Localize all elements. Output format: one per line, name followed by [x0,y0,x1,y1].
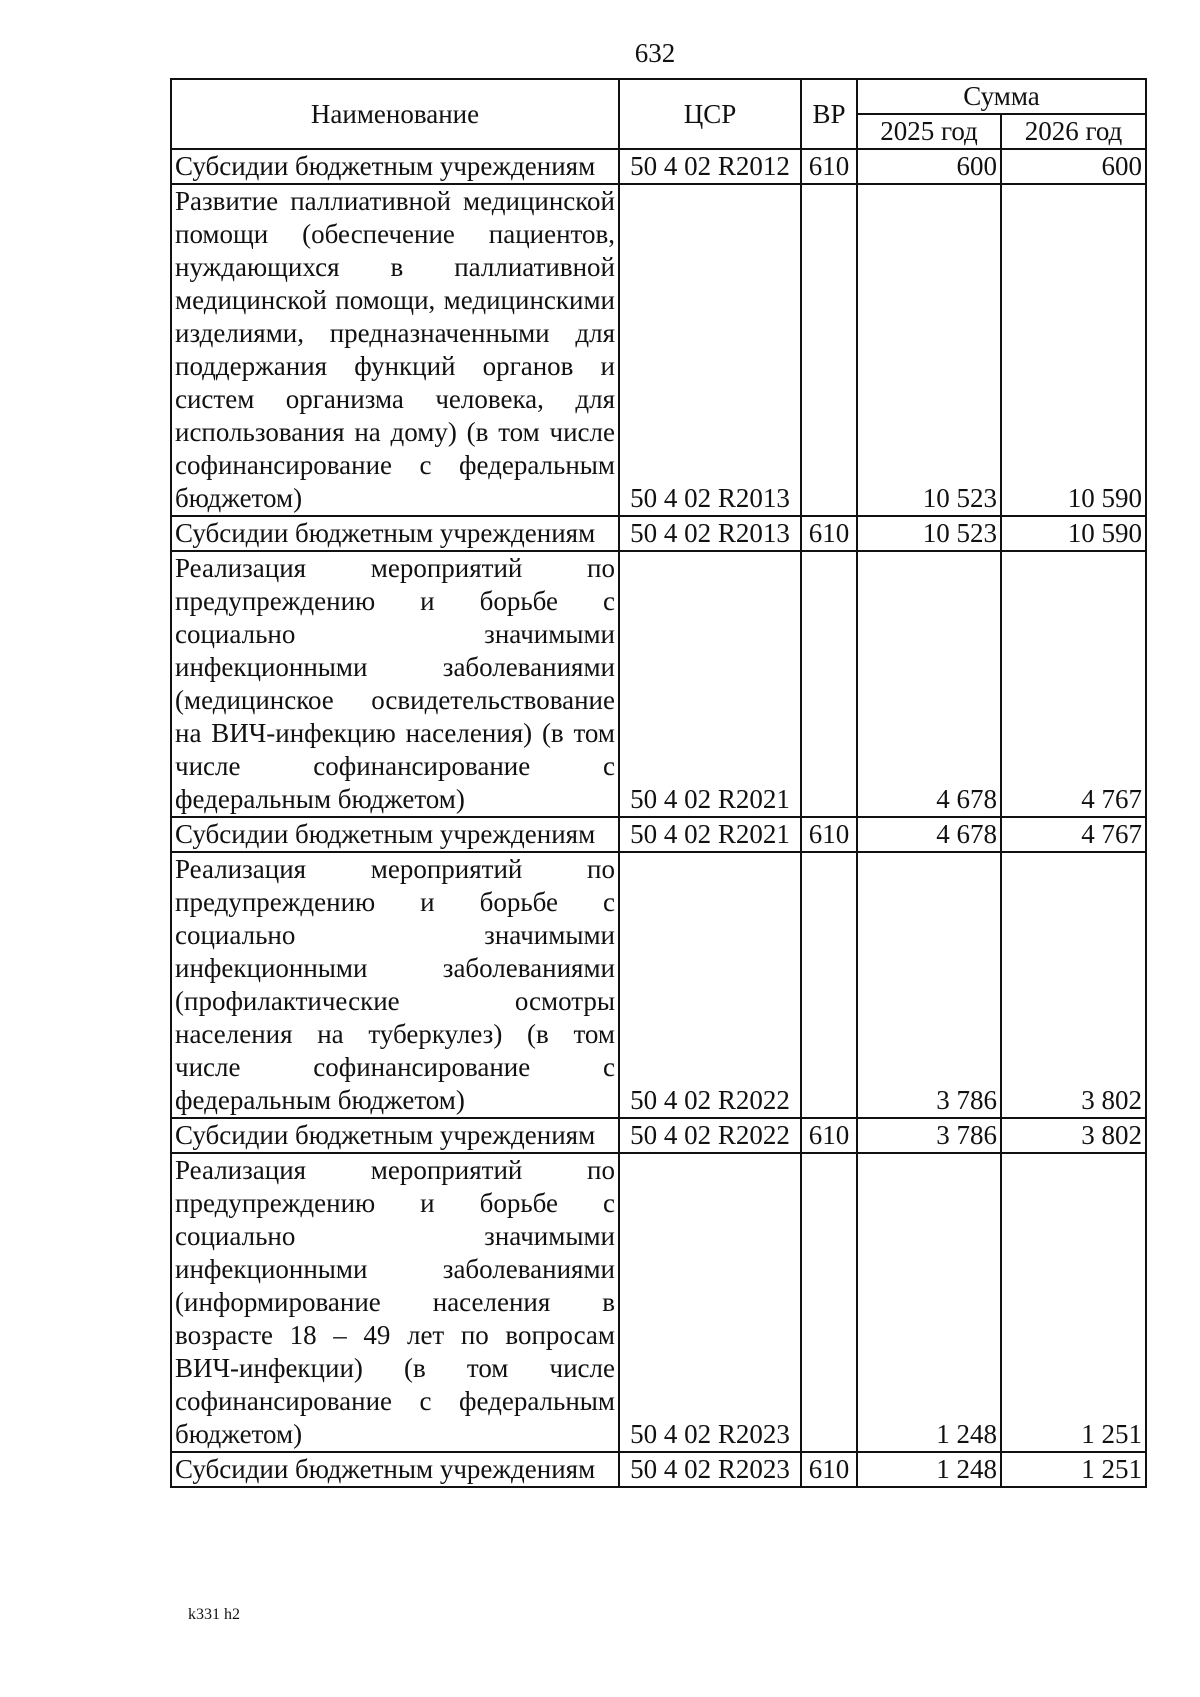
table-row [171,1153,1146,1452]
row-name: Реализация мероприятий по предупреждению и борьбе с социально значимыми инфекционными заболеваниями (информирование населения в возрасте 18 – 49 лет по вопросам ВИЧ-инфекции) (в том числе софинансирование с федеральным бюджетом) [171,1153,619,1452]
row-name: Развитие паллиативной медицинской помощи (обеспечение пациентов, нуждающихся в паллиативной медицинской помощи, медицинскими изделиями, предназначенными для поддержания функций органов и систем организма человека, для использования на дому) (в том числе софинансирование с федеральным бюджетом) [171,184,619,516]
row-csr: 50 4 02 R2022 [619,1118,801,1153]
row-sum-2025: 3 786 [857,852,1001,1118]
row-name: Субсидии бюджетным учреждениям [171,817,619,852]
budget-table [170,78,1147,1488]
row-vr: 610 [801,1452,857,1487]
table-row [171,551,1146,817]
row-vr: 610 [801,1118,857,1153]
row-vr: 610 [801,817,857,852]
row-sum-2026: 10 590 [1001,184,1146,516]
row-csr: 50 4 02 R2013 [619,184,801,516]
row-vr [801,1153,857,1452]
row-csr: 50 4 02 R2021 [619,551,801,817]
row-name: Реализация мероприятий по предупреждению и борьбе с социально значимыми инфекционными заболеваниями (профилактические осмотры населения на туберкулез) (в том числе софинансирование с федеральным бюджетом) [171,852,619,1118]
page-number: 632 [634,38,676,68]
row-name: Субсидии бюджетным учреждениям [171,149,619,184]
row-csr: 50 4 02 R2023 [619,1153,801,1452]
row-sum-2025: 10 523 [857,516,1001,551]
row-sum-2026: 600 [1001,149,1146,184]
row-csr: 50 4 02 R2013 [619,516,801,551]
row-name: Субсидии бюджетным учреждениям [171,1118,619,1153]
row-name: Субсидии бюджетным учреждениям [171,1452,619,1487]
row-sum-2026: 10 590 [1001,516,1146,551]
row-sum-2026: 4 767 [1001,551,1146,817]
header-name: Наименование [171,79,619,149]
table-row [171,817,1146,852]
table-row [171,1452,1146,1487]
row-vr [801,551,857,817]
row-sum-2025: 4 678 [857,817,1001,852]
row-sum-2025: 600 [857,149,1001,184]
table-row [171,1118,1146,1153]
table-header [171,79,1146,149]
row-name: Субсидии бюджетным учреждениям [171,516,619,551]
row-vr [801,184,857,516]
header-csr: ЦСР [619,79,801,149]
header-year-2025: 2025 год [857,114,1001,149]
row-sum-2026: 3 802 [1001,1118,1146,1153]
row-sum-2025: 1 248 [857,1452,1001,1487]
row-sum-2025: 1 248 [857,1153,1001,1452]
row-sum-2025: 4 678 [857,551,1001,817]
row-name: Реализация мероприятий по предупреждению и борьбе с социально значимыми инфекционными заболеваниями (медицинское освидетельствование на ВИЧ-инфекцию населения) (в том числе софинансирование с федеральным бюджетом) [171,551,619,817]
row-sum-2025: 10 523 [857,184,1001,516]
table-row [171,149,1146,184]
row-sum-2026: 4 767 [1001,817,1146,852]
row-csr: 50 4 02 R2021 [619,817,801,852]
table-row [171,516,1146,551]
table-row [171,184,1146,516]
row-csr: 50 4 02 R2022 [619,852,801,1118]
row-csr: 50 4 02 R2012 [619,149,801,184]
row-csr: 50 4 02 R2023 [619,1452,801,1487]
row-vr: 610 [801,149,857,184]
row-vr: 610 [801,516,857,551]
table-row [171,852,1146,1118]
row-vr [801,852,857,1118]
footer-code: k331 h2 [188,1606,240,1623]
table-body [171,149,1146,1487]
row-sum-2026: 1 251 [1001,1452,1146,1487]
header-vr: ВР [801,79,857,149]
row-sum-2026: 3 802 [1001,852,1146,1118]
header-year-2026: 2026 год [1001,114,1146,149]
header-sum: Сумма [857,79,1146,114]
row-sum-2026: 1 251 [1001,1153,1146,1452]
row-sum-2025: 3 786 [857,1118,1001,1153]
